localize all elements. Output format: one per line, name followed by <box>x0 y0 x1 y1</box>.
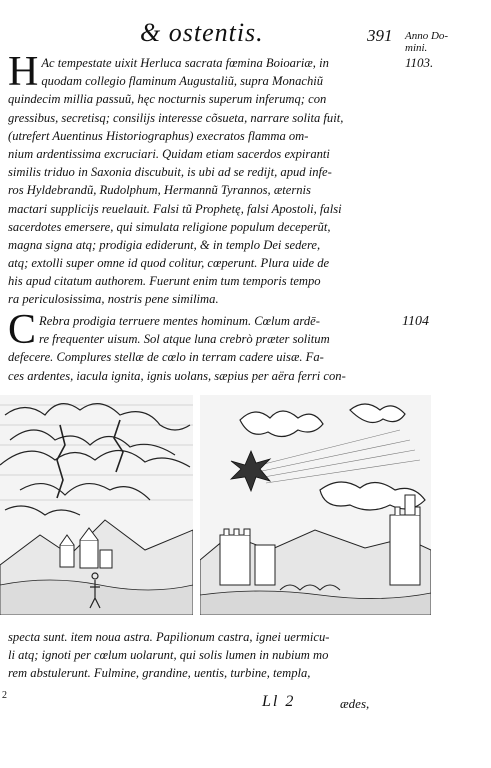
paragraph-herluca <box>8 49 400 309</box>
margin-note-year <box>405 30 475 69</box>
text-line: ra periculosissima, nostris pene similima. <box>8 292 219 307</box>
signature-mark: Ll 2 <box>262 693 296 710</box>
text-line: sacerdotes emersere, qui simulata religione populum deceperũt, <box>8 219 331 234</box>
text-line: gressibus, secretisq; consilijs interesse cõsueta, narrare solita fuit, <box>8 110 344 125</box>
paragraph-continuation <box>8 628 400 683</box>
running-header: & ostentis. <box>140 18 264 47</box>
text-line: ros Hyldebrandũ, Rudolphum, Hermannũ Tyrannos, æternis <box>8 183 311 198</box>
woodcut-storm-illustration <box>0 395 193 615</box>
text-line: similis triduo in Saxonia discubuit, is ubi ad se redijt, apud infe- <box>8 165 332 180</box>
text-line: Ac tempestate uixit Herluca sacrata fœmina Boioariæ, in <box>41 56 329 70</box>
text-line: re frequenter uisum. Sol atque luna crebrò præter solitum <box>39 332 330 347</box>
text-line: Rebra prodigia terruere mentes hominum. Cœlum ardē- <box>39 314 320 328</box>
text-line: rem abstulerunt. Fulmine, grandine, uentis, turbine, templa, <box>8 666 311 681</box>
margin-year-1103: 1103. <box>405 55 434 70</box>
comet-woodcut-image <box>200 395 431 615</box>
text-line: atq; extolli super omne id quod colitur, cœperunt. Plura uide de <box>8 256 330 271</box>
text-line: ces ardentes, iacula ignita, ignis uolans, sæpius per aëra ferri con- <box>8 368 346 383</box>
margin-label: Anno Do- mini. <box>405 30 449 54</box>
text-line: li atq; ignoti per cœlum uolarunt, qui solis lumen in nubium mo <box>8 648 329 663</box>
text-line: magna signa atq; prodigia ediderunt, & in templo Dei sedere, <box>8 237 321 252</box>
text-line: nium ardentissima excruciari. Quidam etiam sacerdos expiranti <box>8 146 330 161</box>
catchword: ædes, <box>340 696 370 711</box>
text-line: quodam collegio flaminum Augustaliũ, supra Monachiũ <box>41 74 324 89</box>
storm-woodcut-image <box>0 395 193 615</box>
page-number: 391 <box>367 26 393 45</box>
drop-capital: H <box>8 49 39 95</box>
drop-capital: C <box>8 307 37 353</box>
paragraph-prodigia <box>8 307 400 385</box>
woodcut-comet-illustration <box>200 395 431 615</box>
text-line: his apud citatum authorem. Fuerunt enim tum temporis tempo <box>8 274 321 289</box>
corner-mark: 2 <box>2 690 7 701</box>
text-line: (utrefert Auentinus Historiographus) execratos flamma om- <box>8 128 309 143</box>
margin-year-1104: 1104 <box>402 314 429 329</box>
text-line: mactari supplicijs reuelauit. Falsi tũ Prophetę, falsi Apostoli, falsi <box>8 201 342 216</box>
text-line: specta sunt. item noua astra. Papilionum castra, ignei uermicu- <box>8 630 330 644</box>
text-line: defecere. Complures stellæ de cœlo in terram cadere uisæ. Fa- <box>8 350 324 365</box>
text-line: quindecim millia passuũ, hęc nocturnis superum inferumq; con <box>8 92 327 107</box>
